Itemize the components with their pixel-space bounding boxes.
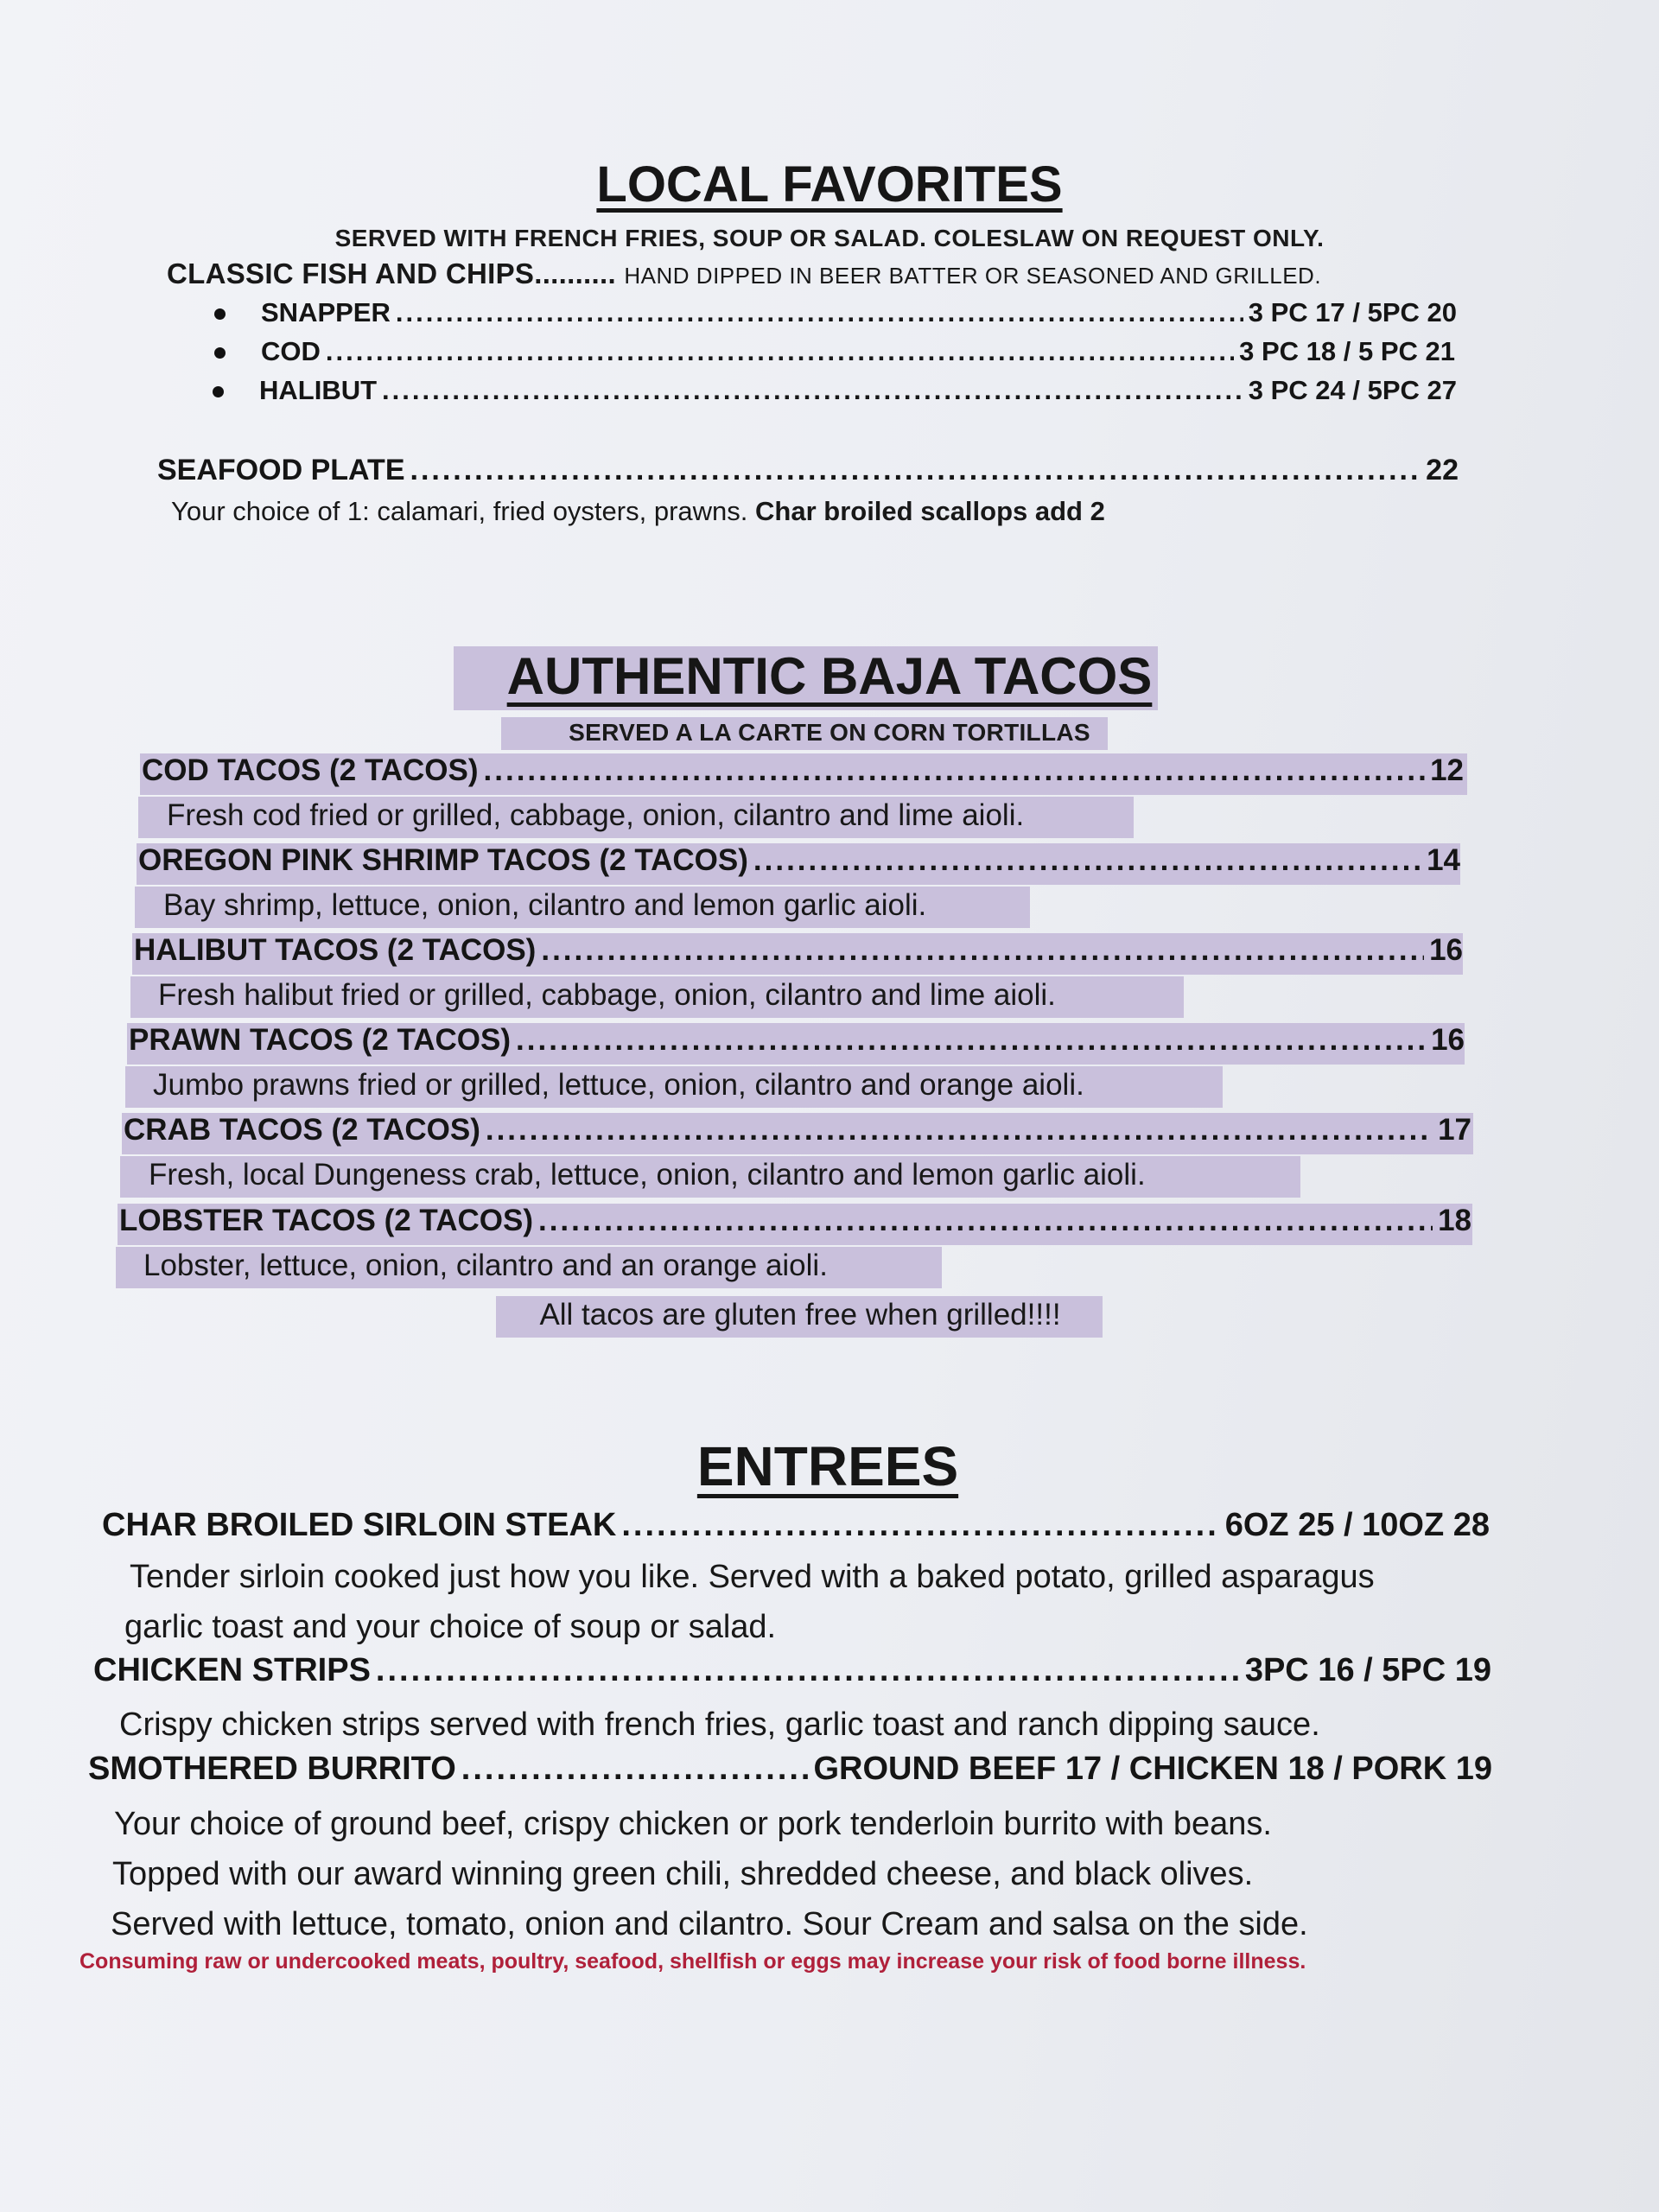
entree-desc-steak-2: garlic toast and your choice of soup or salad. <box>124 1609 777 1645</box>
local-favorites-title: LOCAL FAVORITES <box>596 156 1063 213</box>
dot-leader <box>516 1023 1426 1058</box>
dot-leader <box>382 375 1243 406</box>
taco-item-halibut: HALIBUT TACOS (2 TACOS) ..... 16 <box>134 933 1463 968</box>
entree-desc-burrito-1: Your choice of ground beef, crispy chicken or pork tenderloin burrito with beans. <box>114 1806 1272 1842</box>
local-favorites-subtitle: SERVED WITH FRENCH FRIES, SOUP OR SALAD. COLESLAW ON REQUEST ONLY. <box>334 225 1325 251</box>
dot-leader <box>486 1113 1433 1147</box>
entree-desc-burrito-3: Served with lettuce, tomato, onion and cilantro. Sour Cream and salsa on the side. <box>111 1906 1308 1942</box>
fish-item-halibut: HALIBUT ..... 3 PC 24 / 5PC 27 <box>259 375 1457 406</box>
taco-item-lobster: LOBSTER TACOS (2 TACOS) ..... 18 <box>119 1204 1471 1238</box>
taco-desc-prawn: Jumbo prawns fried or grilled, lettuce, onion, cilantro and orange aioli. <box>153 1068 1084 1102</box>
seafood-plate-row: SEAFOOD PLATE ..... 22 <box>157 454 1459 487</box>
taco-item-cod: COD TACOS (2 TACOS) ..... 12 <box>142 753 1464 788</box>
dot-leader <box>376 1652 1240 1689</box>
entree-desc-burrito-2: Topped with our award winning green chili, shredded cheese, and black olives. <box>112 1856 1254 1892</box>
entree-desc-steak-1: Tender sirloin cooked just how you like. Served with a baked potato, grilled asparagus <box>130 1559 1375 1595</box>
taco-desc-crab: Fresh, local Dungeness crab, lettuce, onion, cilantro and lemon garlic aioli. <box>149 1158 1146 1192</box>
taco-desc-halibut: Fresh halibut fried or grilled, cabbage, onion, cilantro and lime aioli. <box>158 978 1056 1012</box>
entree-desc-chicken-1: Crispy chicken strips served with french fries, garlic toast and ranch dipping sauce. <box>119 1707 1320 1743</box>
dot-leader <box>538 1204 1433 1238</box>
food-safety-warning: Consuming raw or undercooked meats, poultry, seafood, shellfish or eggs may increase your risk of food borne illness. <box>79 1949 1306 1974</box>
entrees-title: ENTREES <box>696 1435 959 1497</box>
taco-item-shrimp: OREGON PINK SHRIMP TACOS (2 TACOS) ..... 14 <box>138 843 1460 878</box>
tacos-title: AUTHENTIC BAJA TACOS <box>506 647 1153 705</box>
taco-desc-lobster: Lobster, lettuce, onion, cilantro and an orange aioli. <box>143 1249 828 1282</box>
fish-item-cod: COD ..... 3 PC 18 / 5 PC 21 <box>261 336 1455 367</box>
bullet-icon <box>214 308 226 320</box>
seafood-plate-desc: Your choice of 1: calamari, fried oysters, prawns. Char broiled scallops add 2 <box>171 496 1105 526</box>
fish-item-snapper: SNAPPER ..... 3 PC 17 / 5PC 20 <box>261 297 1457 328</box>
dot-leader <box>461 1751 809 1788</box>
dot-leader <box>621 1507 1219 1544</box>
dot-leader <box>484 753 1426 788</box>
entree-item-chicken-strips: CHICKEN STRIPS ..... 3PC 16 / 5PC 19 <box>93 1652 1491 1689</box>
taco-item-prawn: PRAWN TACOS (2 TACOS) ..... 16 <box>129 1023 1465 1058</box>
entree-item-burrito: SMOTHERED BURRITO ..... GROUND BEEF 17 / CHICKEN 18 / PORK 19 <box>88 1751 1492 1788</box>
dot-leader <box>326 336 1234 367</box>
taco-desc-cod: Fresh cod fried or grilled, cabbage, onion, cilantro and lime aioli. <box>167 798 1025 832</box>
taco-desc-shrimp: Bay shrimp, lettuce, onion, cilantro and lemon garlic aioli. <box>163 888 927 922</box>
dot-leader <box>753 843 1421 878</box>
dot-leader <box>410 454 1421 487</box>
dot-leader <box>541 933 1424 968</box>
bullet-icon <box>214 347 226 359</box>
fish-chips-heading <box>167 257 1321 290</box>
tacos-footnote: All tacos are gluten free when grilled!!!! <box>539 1298 1061 1332</box>
fish-chips-name: CLASSIC FISH AND CHIPS.......... <box>167 257 616 289</box>
tacos-subtitle: SERVED A LA CARTE ON CORN TORTILLAS <box>569 719 1090 746</box>
entree-item-steak: CHAR BROILED SIRLOIN STEAK ..... 6OZ 25 / 10OZ 28 <box>102 1507 1490 1544</box>
dot-leader <box>396 297 1243 328</box>
bullet-icon <box>213 386 224 397</box>
fish-chips-note: HAND DIPPED IN BEER BATTER OR SEASONED AND GRILLED. <box>624 263 1322 289</box>
taco-item-crab: CRAB TACOS (2 TACOS) ..... 17 <box>124 1113 1471 1147</box>
